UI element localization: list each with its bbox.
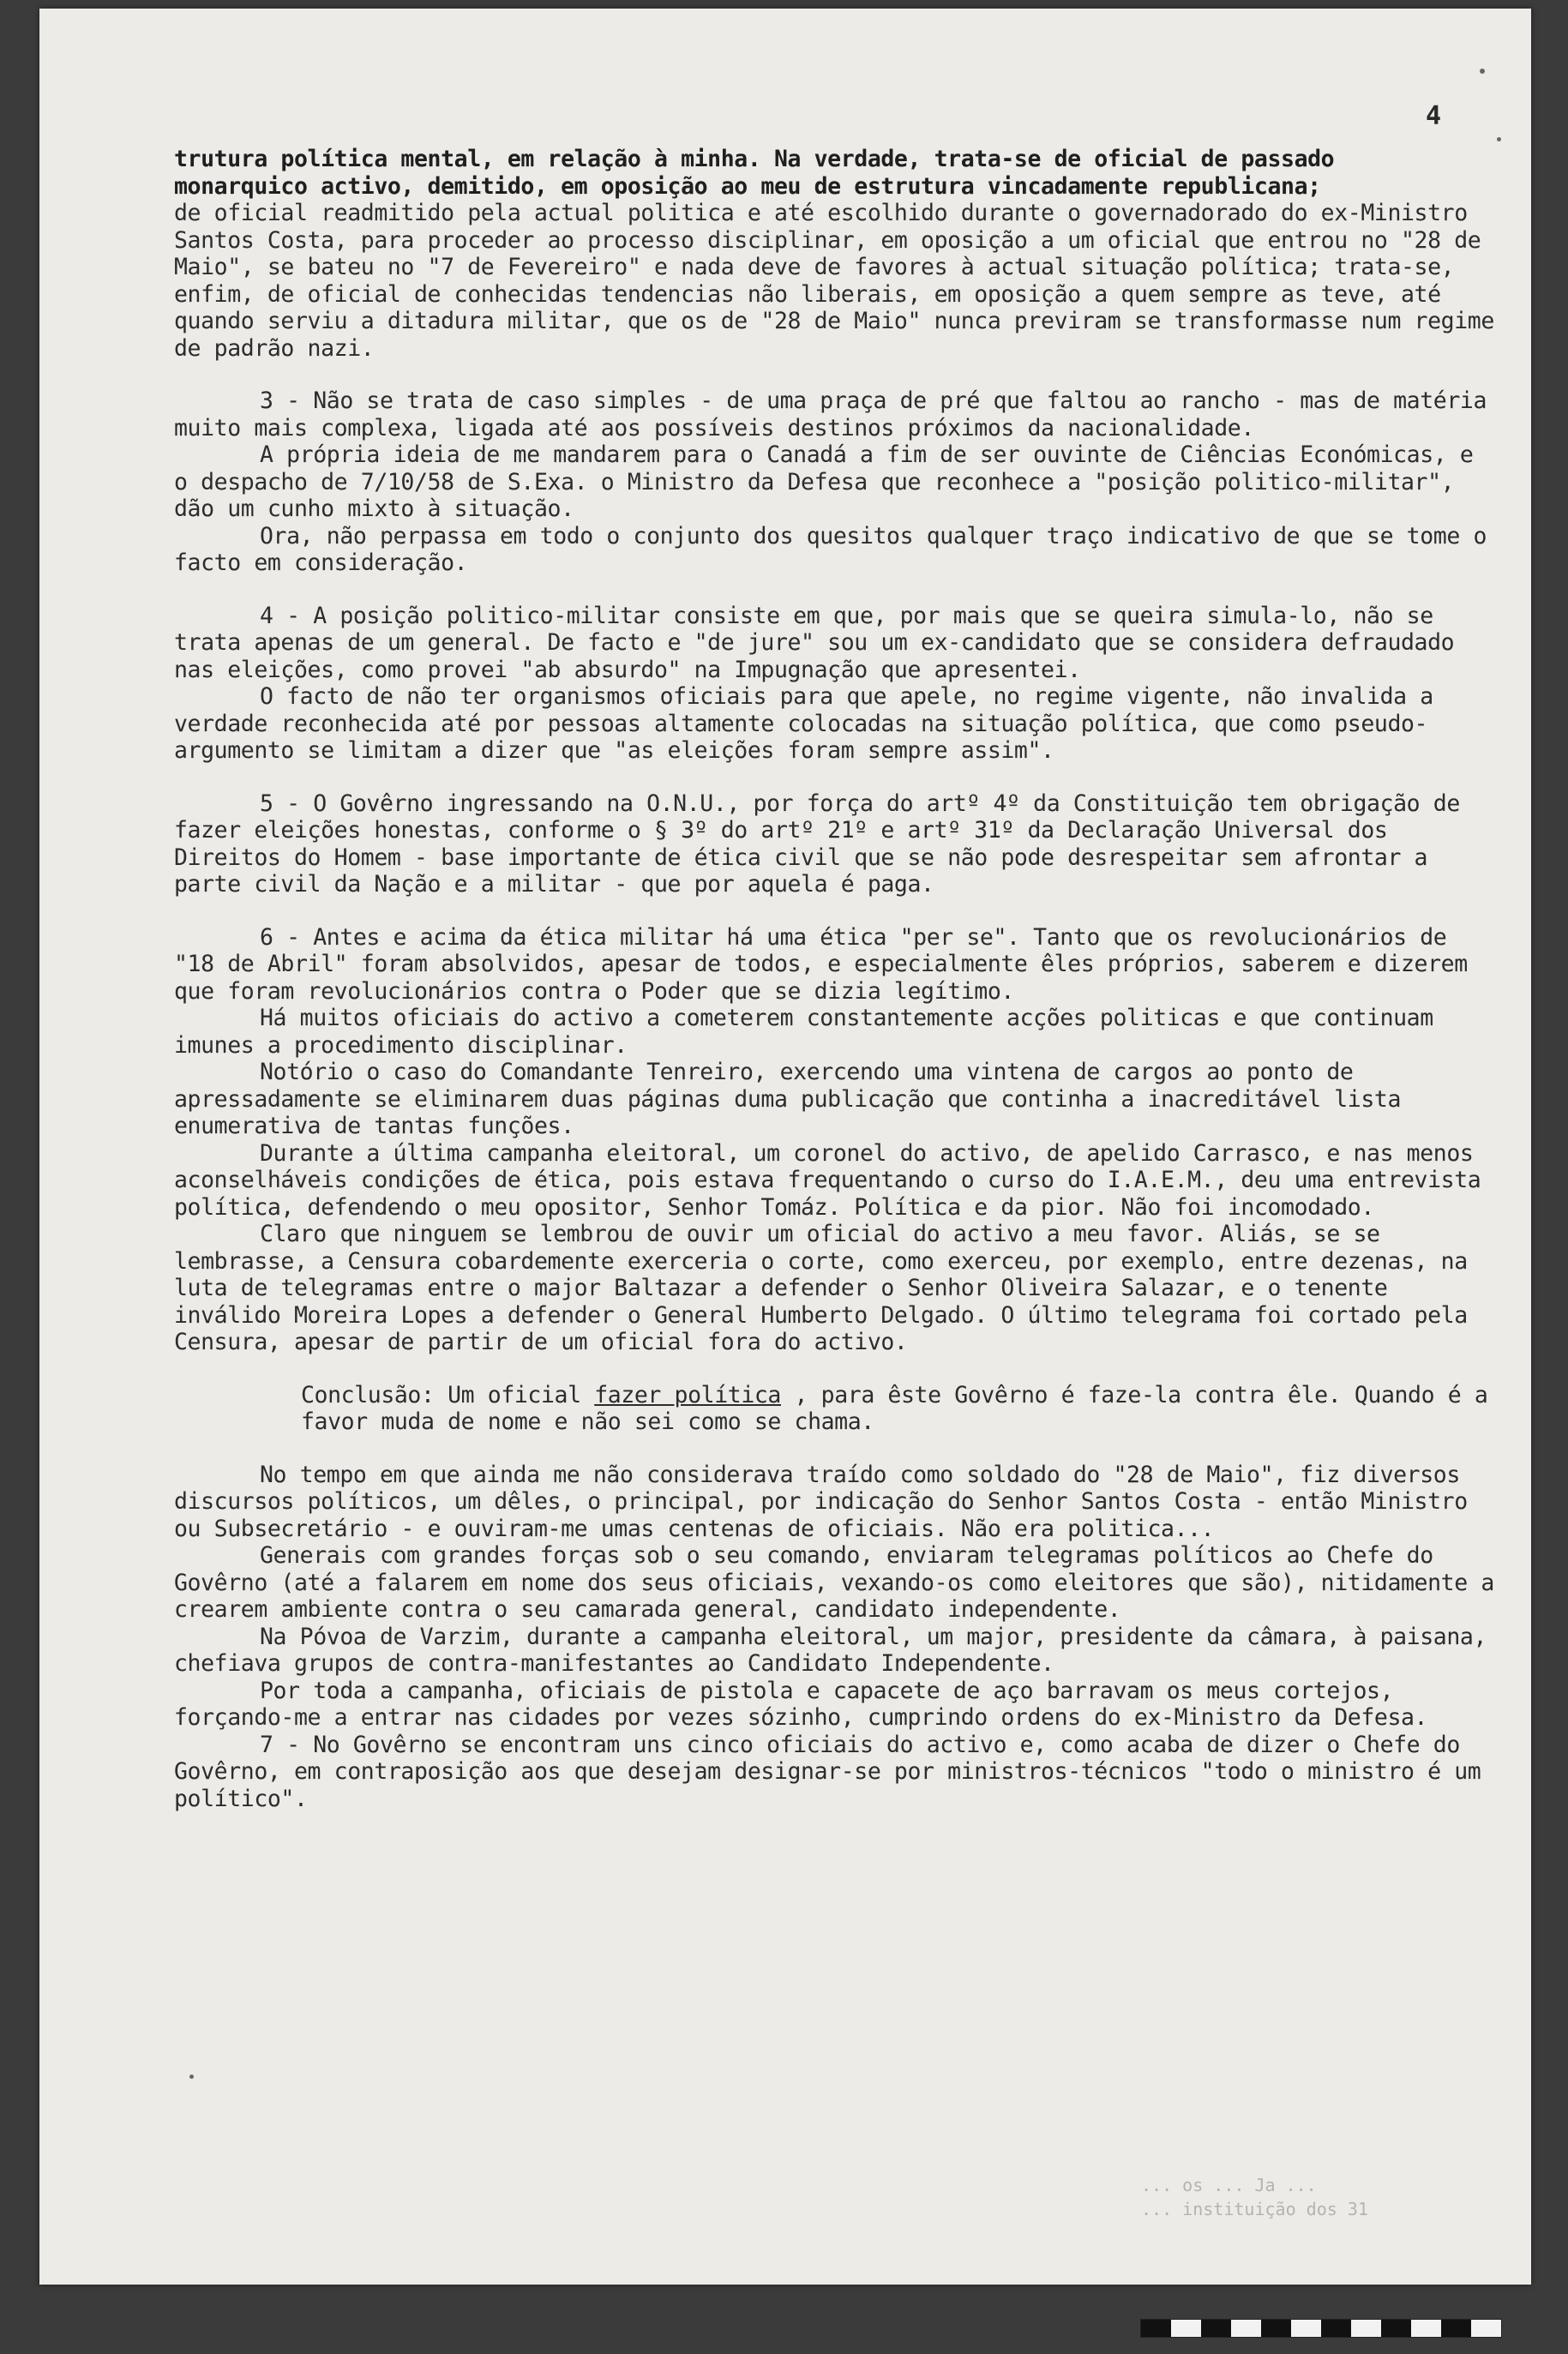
paper-speck — [1497, 137, 1501, 141]
paper-speck — [1480, 69, 1485, 74]
paragraph-6: 6 - Antes e acima da ética militar há uma ética "per se". Tanto que os revolucionários de "18 de Abril" foram absolvidos, apesar de todos, e especialmente êles próprios, saberem e dizerem que foram revolucionários contra o Poder que se dizia legítimo. — [174, 923, 1468, 1005]
paragraph-povoa: Na Póvoa de Varzim, durante a campanha eleitoral, um major, presidente da câmara, à paisana, chefiava grupos de contra-manifestantes ao Candidato Independente. — [174, 1623, 1487, 1677]
faint-line-1: ... os ... Ja ... — [1141, 2175, 1317, 2195]
paragraph-4: 4 - A posição politico-militar consiste em que, por mais que se queira simula-lo, não se trata apenas de um general. De facto e "de jure" sou um ex-candidato que se considera defraudado nas eleições, como provei "ab absurdo" na Impugnação que apresentei. — [174, 602, 1455, 683]
paragraph-6-carrasco: Durante a última campanha eleitoral, um coronel do activo, de apelido Carrasco, e nas menos aconselháveis condições de ética, pois estava frequentando o curso do I.A.E.M., deu uma entrevista política, defendendo o meu opositor, Senhor Tomáz. Política e da pior. Não foi incomodado. — [174, 1139, 1481, 1221]
conclusion-rest: , para êste Govêrno é faze-la contra êle. Quando é a favor muda de nome e não sei como se chama. — [301, 1381, 1488, 1435]
document-page — [39, 9, 1531, 2285]
paragraph-5: 5 - O Govêrno ingressando na O.N.U., por força do artº 4º da Constituição tem obrigação de fazer eleições honestas, conforme o § 3º do artº 21º e artº 31º da Declaração Universal dos Direitos do Homem - base importante de ética civil que se não pode desrespeitar sem afrontar a parte civil da Nação e a militar - que por aquela é paga. — [174, 790, 1460, 898]
page-number: 4 — [1426, 101, 1442, 131]
paragraph-3-canada: A própria ideia de me mandarem para o Canadá a fim de ser ouvinte de Ciências Económicas, e o despacho de 7/10/58 de S.Exa. o Ministro da Defesa que reconhece a "posição politico-militar", dão um cunho mixto à situação. — [174, 441, 1474, 522]
faint-line-2: ... instituição dos 31 — [1141, 2199, 1368, 2219]
paragraph-6-censura: Claro que ninguem se lembrou de ouvir um oficial do activo a meu favor. Aliás, se se lembrasse, a Censura cobardemente exerceria o corte, como exerceu, por exemplo, entre dezenas, na luta de telegramas entre o major Baltazar a defender o Senhor Oliveira Salazar, e o tenente inválido Moreira Lopes a defender o General Humberto Delgado. O último telegrama foi cortado pela Censura, apesar de partir de um oficial fora do activo. — [174, 1221, 1468, 1355]
conclusion-underlined: fazer política — [594, 1381, 781, 1408]
paragraph-3-quesitos: Ora, não perpassa em todo o conjunto dos quesitos qualquer traço indicativo de que se tome o facto em consideração. — [174, 522, 1487, 576]
paragraph-continuation: de oficial readmitido pela actual politica e até escolhido durante o governadorado do ex-Ministro Santos Costa, para proceder ao processo disciplinar, em oposição a um oficial que entrou no "28 de Maio", se bateu no "7 de Fevereiro" e nada deve de favores à actual situação política; trata-se, enfim, de oficial de conhecidas tendencias não liberais, em oposição a quem sempre as teve, até quando serviu a ditadura militar, que os de "28 de Maio" nunca previram se transformasse num regime de padrão nazi. — [174, 200, 1494, 362]
scale-bar — [1140, 2319, 1502, 2338]
conclusion — [174, 1382, 1494, 1436]
paragraph-campanha: Por toda a campanha, oficiais de pistola e capacete de aço barravam os meus cortejos, forçando-me a entrar nas cidades por vezes sózinho, cumprindo ordens do ex-Ministro da Defesa. — [174, 1677, 1428, 1731]
paragraph-3: 3 - Não se trata de caso simples - de uma praça de pré que faltou ao rancho - mas de matéria muito mais complexa, ligada até aos possíveis destinos próximos da nacionalidade. — [174, 387, 1487, 441]
paragraph-6-oficiais: Há muitos oficiais do activo a cometerem constantemente acções politicas e que continuam imunes a procedimento disciplinar. — [174, 1005, 1433, 1059]
paragraph-7: 7 - No Govêrno se encontram uns cinco oficiais do activo e, como acaba de dizer o Chefe do Govêrno, em contraposição aos que desejam designar-se por ministros-técnicos "todo o ministro é um político". — [174, 1731, 1481, 1812]
document-body — [174, 146, 1494, 1812]
faint-bleed-through-text — [1141, 2173, 1368, 2221]
paragraph-discursos: No tempo em que ainda me não considerava traído como soldado do "28 de Maio", fiz diversos discursos políticos, um dêles, o principal, por indicação do Senhor Santos Costa - então Ministro ou Subsecretário - e ouviram-me umas centenas de oficiais. Não era politica... — [174, 1461, 1468, 1542]
intro-line-1: trutura política mental, em relação à minha. Na verdade, trata-se de oficial de passado — [174, 146, 1335, 172]
paragraph-4-organismos: O facto de não ter organismos oficiais para que apele, no regime vigente, não invalida a verdade reconhecida até por pessoas altamente colocadas na situação política, que como pseudo-argumento se limitam a dizer que "as eleições foram sempre assim". — [174, 683, 1433, 764]
paragraph-generais: Generais com grandes forças sob o seu comando, enviaram telegramas políticos ao Chefe do Govêrno (até a falarem em nome dos seus oficiais, vexando-os como eleitores que são), nitidamente a crearem ambiente contra o seu camarada general, candidato independente. — [174, 1542, 1494, 1623]
intro-line-2: monarquico activo, demitido, em oposição ao meu de estrutura vincadamente republicana; — [174, 172, 1321, 200]
paper-speck — [189, 2075, 194, 2079]
paragraph-6-tenreiro: Notório o caso do Comandante Tenreiro, exercendo uma vintena de cargos ao ponto de apressadamente se eliminarem duas páginas duma publicação que continha a inacreditável lista enumerativa de tantas funções. — [174, 1059, 1402, 1139]
conclusion-lead: Conclusão: Um oficial — [301, 1381, 581, 1408]
